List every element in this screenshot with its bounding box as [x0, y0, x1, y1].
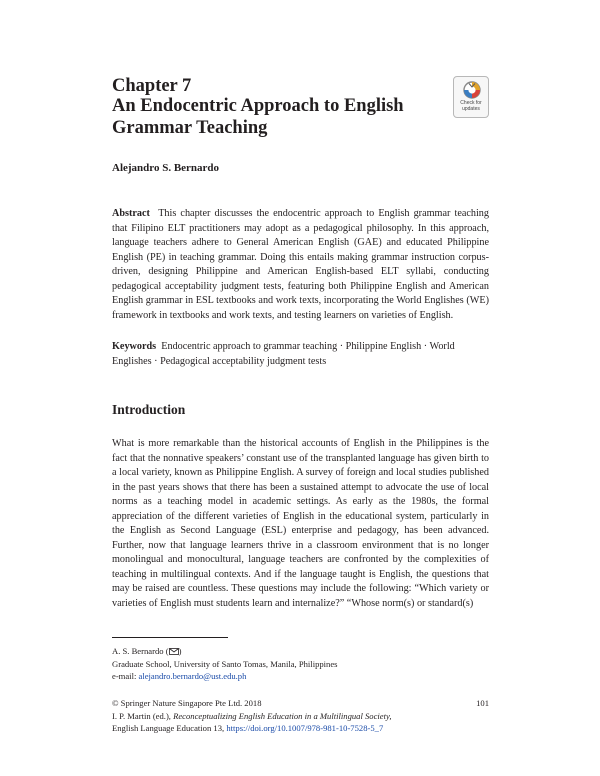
doi-link[interactable]: https://doi.org/10.1007/978-981-10-7528-5_7	[226, 723, 384, 733]
abstract-label: Abstract	[112, 208, 150, 219]
crossmark-icon	[463, 81, 481, 99]
copyright-block	[112, 697, 489, 735]
author-name: Alejandro S. Bernardo	[112, 162, 220, 174]
series-doi-line	[112, 722, 489, 735]
abstract	[112, 207, 489, 323]
affiliation-author: A. S. Bernardo	[112, 646, 164, 656]
book-title: Reconceptualizing English Education in a Multilingual Society,	[173, 710, 392, 721]
check-for-updates-badge[interactable]	[453, 76, 489, 118]
chapter-label: Chapter 7	[112, 76, 192, 96]
keywords-text: Endocentric approach to grammar teaching · Philippine English · World Englishes · Pedagogical acceptability judgment tests	[112, 341, 455, 367]
affiliation-institution: Graduate School, University of Santo Tomas, Manila, Philippines	[112, 658, 338, 669]
book-citation-line	[112, 710, 489, 723]
affiliation-email-line	[112, 670, 489, 683]
page-number: 101	[476, 698, 489, 708]
copyright-line: © Springer Nature Singapore Pte Ltd. 2018	[112, 698, 262, 708]
footnote-divider	[112, 637, 228, 638]
series-text: English Language Education 13,	[112, 723, 225, 733]
keywords	[112, 340, 489, 369]
email-link[interactable]: alejandro.bernardo@ust.edu.ph	[138, 671, 247, 681]
affiliation-author-line: A. S. Bernardo ( )	[112, 646, 182, 656]
email-label: e-mail:	[112, 671, 137, 681]
editor-text: I. P. Martin (ed.),	[112, 710, 171, 721]
keywords-label: Keywords	[112, 341, 157, 352]
check-for-updates-label: Check for updates	[460, 100, 482, 112]
chapter-title: An Endocentric Approach to English Grammar Teaching	[112, 96, 404, 138]
section-heading: Introduction	[112, 402, 186, 417]
abstract-text: This chapter discusses the endocentric approach to English grammar teaching that Filipino ELT practitioners may adopt as a pedagogical philosophy. In this approach, language teachers adhere to General American English (GAE) and educated Philippine English (PE) in teaching grammar. Doing this entails making grammar instruction corpus-driven, designing Philippine and American English-based ELT syllabi, conducting pedagogical acceptability judgment tests, featuring both Philippine English and American English grammar in ESL textbooks and work texts, incorporating the World Englishes (WE) framework in textbooks and work texts, and testing learners on varieties of English.	[112, 208, 489, 321]
envelope-icon	[169, 648, 179, 655]
author-affiliation	[112, 645, 489, 683]
body-paragraph: What is more remarkable than the historical accounts of English in the Philippines is the fact that the nonnative speakers’ constant use of the transplanted language has given birth to a local variety, known as Philippine English. A survey of foreign and local studies published in the past years shows that there has been a sustained attempt to advocate the use of local norms as a teaching model in academic settings. As early as the 1980s, the formal appreciation of the different varieties of English in the educational system, particularly in the English as Second Language (ESL) enterprise and pedagogy, has been advanced. Further, now that language learners thrive in a classroom environment that is no longer monolingual and monocultural, language teachers are confronted by the complexities of teaching in multilingual contexts. And if the language taught is English, the questions that may be raised are countless. These questions may include the following: “Which variety or varieties of English must students learn and internalize?” “Whose norm(s) or standard(s)	[112, 438, 489, 609]
